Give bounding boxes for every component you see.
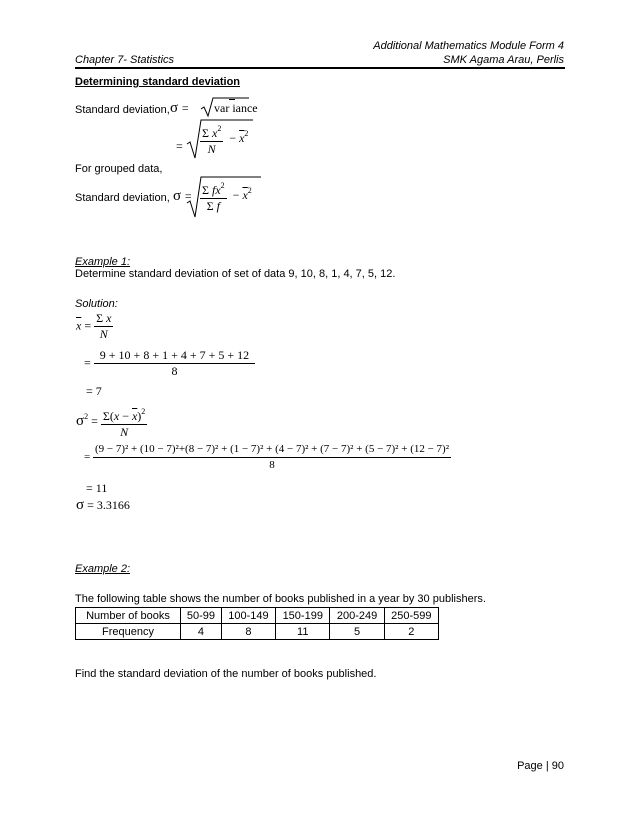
example2-title: Example 2:: [75, 563, 131, 575]
header-title: Additional Mathematics Module Form 4: [373, 40, 564, 52]
sd-formula-frac: $\frac{\Sigma x^2}{N}$ − $\overline{x}^2$: [202, 124, 249, 156]
grouped-sigma: σ =: [173, 188, 192, 204]
table-header-cell: Number of books: [76, 608, 181, 624]
grouped-label: For grouped data,: [75, 163, 163, 175]
example1-solution-label: Solution:: [75, 298, 118, 310]
mean-sum: 9 + 10 + 8 + 1 + 4 + 7 + 5 + 12: [94, 349, 255, 364]
sd-label: Standard deviation,: [75, 104, 170, 116]
variance-result: = 11: [86, 481, 108, 495]
variance-den: 8: [269, 459, 275, 471]
table-cell: 200-249: [330, 608, 384, 624]
example2-question: Find the standard deviation of the number of books published.: [75, 668, 377, 680]
grouped-sd-label: Standard deviation,: [75, 192, 170, 204]
sd-formula-sigma: σ =: [170, 100, 189, 116]
mean-substitution: = $\frac{9 + 10 + 8 + 1 + 4 + 7 + 5 + 12}{8}$: [84, 349, 255, 378]
table-cell: 250-599: [384, 608, 438, 624]
header-divider: [75, 67, 565, 69]
example2-description: The following table shows the number of books published in a year by 30 publishers.: [75, 593, 486, 605]
variance-overbar: [229, 99, 235, 100]
sd-eq-sign: =: [176, 139, 183, 153]
table-cell: 4: [181, 624, 222, 640]
example1-question: Determine standard deviation of set of data 9, 10, 8, 1, 4, 7, 5, 12.: [75, 268, 396, 280]
sigma-value: = 3.3166: [87, 498, 130, 512]
variance-substitution: = (9 − 7)² + (10 − 7)²+(8 − 7)² + (1 − 7)² + (4 − 7)² + (7 − 7)² + (5 − 7)² + (12 − 7)² 8: [84, 443, 450, 471]
mean-result: = 7: [86, 384, 102, 398]
sigma-result: σ = 3.3166: [76, 497, 130, 513]
books-table: [75, 607, 439, 640]
table-row: [76, 608, 439, 624]
variance-word: var iance: [214, 101, 258, 115]
example1-title: Example 1:: [75, 256, 131, 268]
header-school: SMK Agama Arau, Perlis: [443, 54, 564, 66]
table-cell: 5: [330, 624, 384, 640]
header-chapter: Chapter 7- Statistics: [75, 54, 175, 66]
mean-formula: $\overline{x}$ = $\frac{\text{Σ x}}{N}$: [76, 311, 112, 341]
table-row: [76, 624, 439, 640]
table-cell: 8: [221, 624, 275, 640]
table-cell: 50-99: [181, 608, 222, 624]
variance-formula: $\sigma^2$ = $\frac{\Sigma(x - \overline{x})^2}{N}$: [76, 407, 146, 439]
mean-den: 8: [171, 364, 178, 378]
page-number: Page | 90: [517, 760, 564, 772]
variance-sum: (9 − 7)² + (10 − 7)²+(8 − 7)² + (1 − 7)² + (4 − 7)² + (7 − 7)² + (5 − 7)² + (12 − 7)²: [93, 443, 451, 458]
grouped-formula-frac: $\frac{\Sigma fx^2}{\text{Σ f}}$ − $\overline{x}^2$: [202, 181, 252, 213]
table-cell: 2: [384, 624, 438, 640]
table-cell: 100-149: [221, 608, 275, 624]
section-title: Determining standard deviation: [75, 76, 241, 88]
table-cell: 11: [276, 624, 330, 640]
table-cell: 150-199: [276, 608, 330, 624]
table-header-cell: Frequency: [76, 624, 181, 640]
